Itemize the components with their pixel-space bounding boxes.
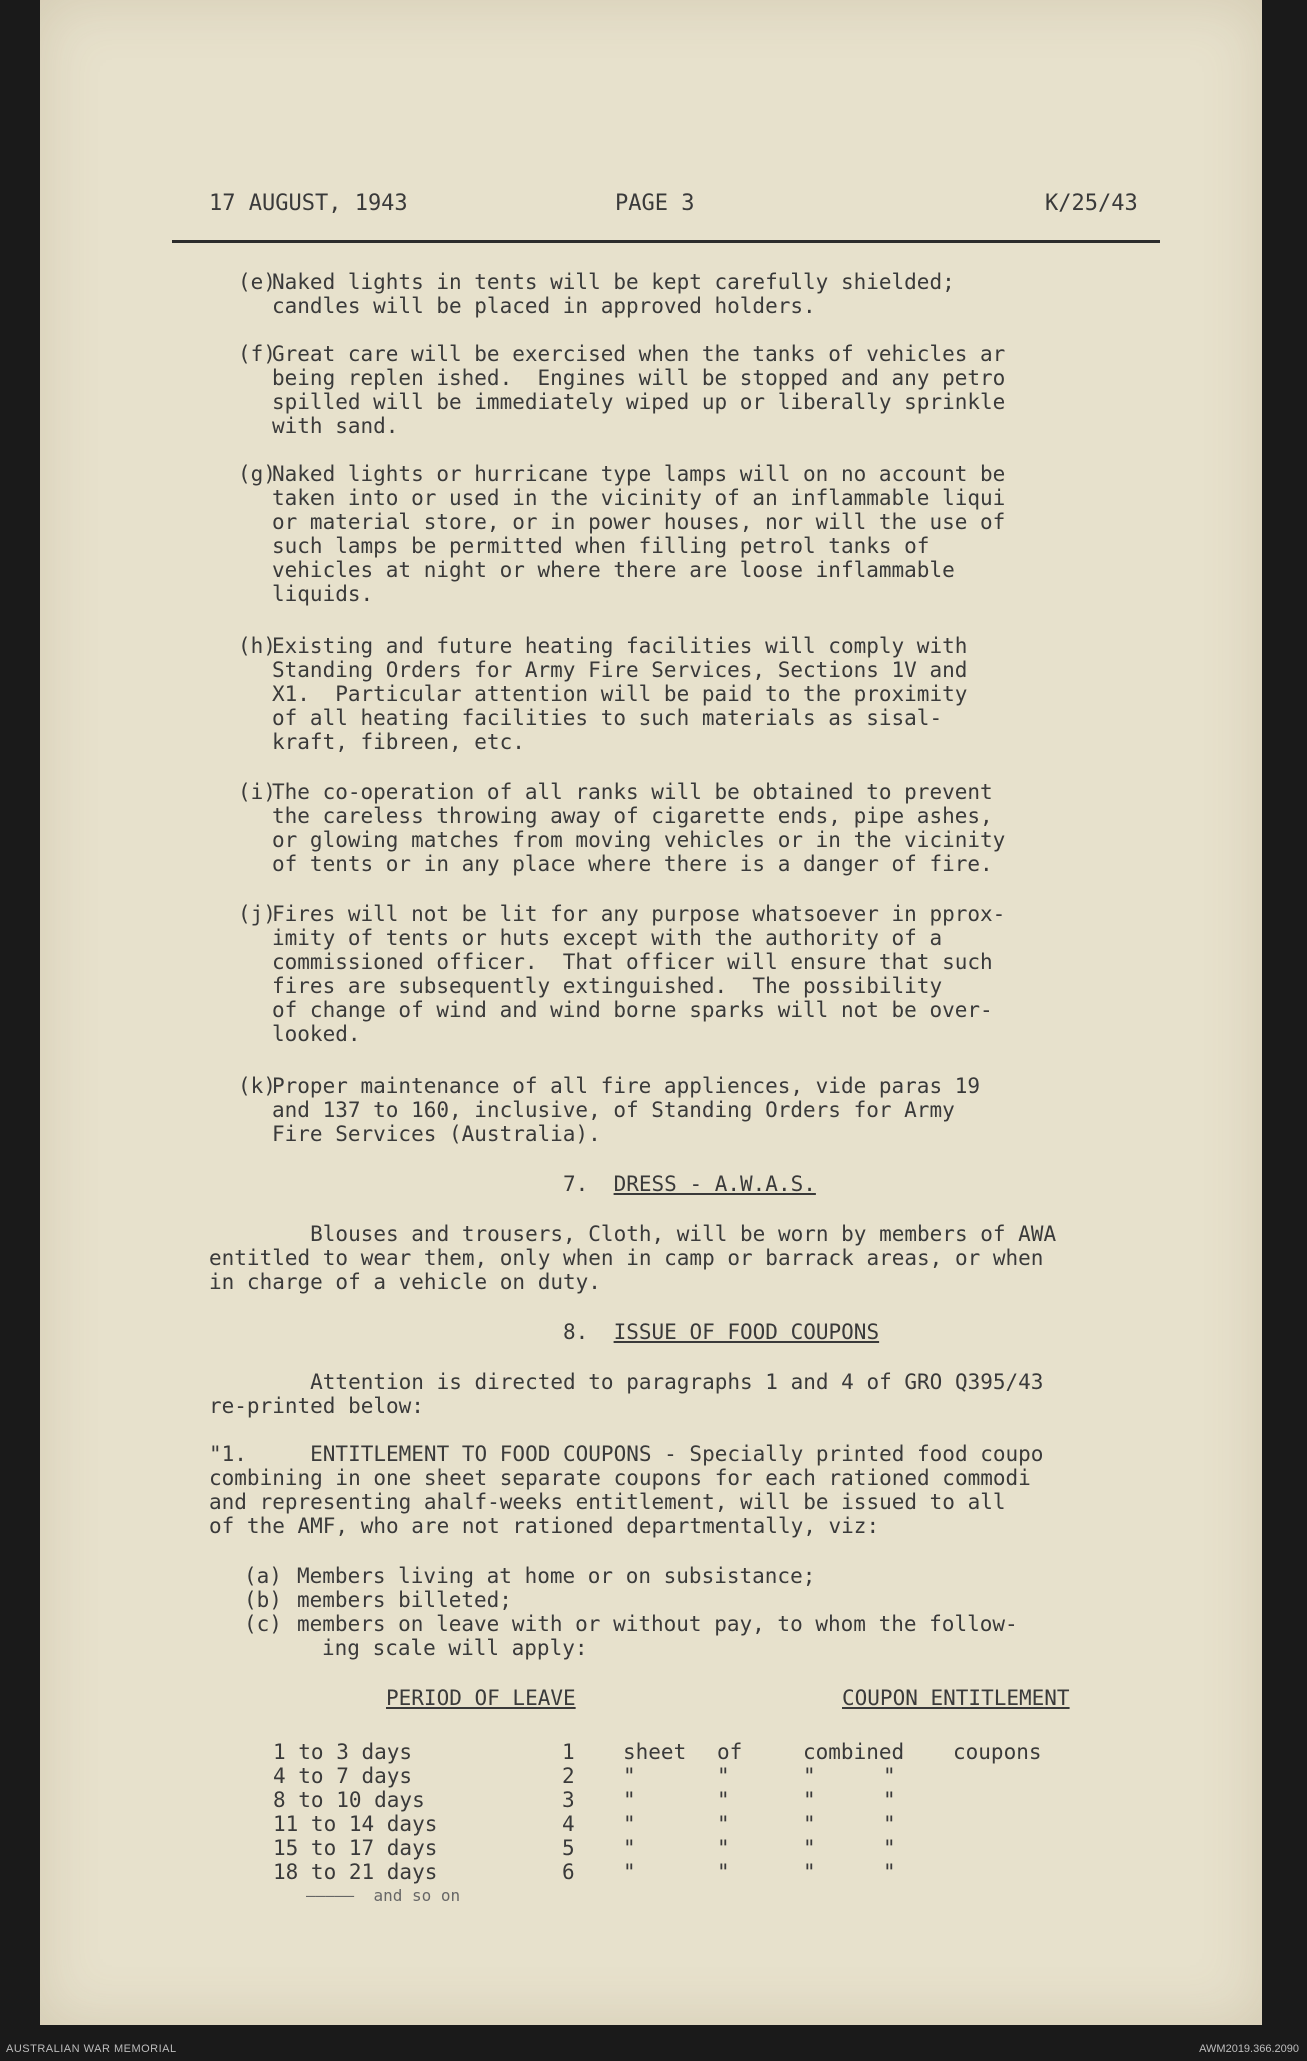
para-label: (k) xyxy=(238,1074,276,1098)
section-title: ISSUE OF FOOD COUPONS xyxy=(613,1320,880,1344)
sub-label: (a) xyxy=(244,1564,282,1588)
section-number: 8. xyxy=(563,1320,589,1344)
para-line: Existing and future heating facilities will comply with xyxy=(272,634,968,658)
table-header-coupon: COUPON ENTITLEMENT xyxy=(842,1686,1070,1710)
table-cell: " xyxy=(883,1836,896,1860)
para-line: of tents or in any place where there is a danger of fire. xyxy=(272,852,993,876)
table-cell: 5 xyxy=(562,1836,575,1860)
para-line: commissioned officer. That officer will ensure that such xyxy=(272,950,993,974)
table-cell: " xyxy=(623,1812,636,1836)
section-7-body xyxy=(209,1222,1056,1294)
table-cell: " xyxy=(623,1860,636,1884)
table-cell: " xyxy=(883,1812,896,1836)
para-line: liquids. xyxy=(272,582,374,606)
table-cell: " xyxy=(803,1788,816,1812)
table-cell: " xyxy=(717,1812,730,1836)
table-cell: " xyxy=(883,1860,896,1884)
sub-text: Members living at home or on subsistance; xyxy=(297,1564,816,1588)
para-k xyxy=(272,1074,1172,1146)
archive-id: AWM2019.366.2090 xyxy=(1199,2043,1299,2055)
para-label: (i) xyxy=(238,780,276,804)
para-f xyxy=(272,342,1172,438)
section-title: DRESS - A.W.A.S. xyxy=(613,1172,816,1196)
para-line: of change of wind and wind borne sparks will not be over- xyxy=(272,998,993,1022)
para-line: candles will be placed in approved holders. xyxy=(272,294,816,318)
archive-name: AUSTRALIAN WAR MEMORIAL xyxy=(6,2043,177,2055)
body-line: Attention is directed to paragraphs 1 and 4 of GRO Q395/43 xyxy=(209,1370,1044,1394)
para-line: kraft, fibreen, etc. xyxy=(272,730,525,754)
para-line: being replen ished. Engines will be stopped and any petro xyxy=(272,366,1006,390)
body-line: in charge of a vehicle on duty. xyxy=(209,1270,601,1294)
section-number: 7. xyxy=(563,1172,589,1196)
section-8-heading xyxy=(563,1320,879,1344)
table-cell: " xyxy=(803,1812,816,1836)
table-cell: coupons xyxy=(953,1740,1042,1764)
body-line: entitled to wear them, only when in camp or barrack areas, or when xyxy=(209,1246,1044,1270)
table-cell: " xyxy=(717,1836,730,1860)
para-line: fires are subsequently extinguished. The possibility xyxy=(272,974,943,998)
table-trailer: ————— and so on xyxy=(306,1886,461,1905)
para-line: Standing Orders for Army Fire Services, Sections 1V and xyxy=(272,658,968,682)
quote-line: and representing ahalf-weeks entitlement, will be issued to all xyxy=(209,1490,1006,1514)
para-line: or material store, or in power houses, nor will the use of xyxy=(272,510,1006,534)
archive-footer xyxy=(0,2037,1307,2061)
body-line: Blouses and trousers, Cloth, will be worn by members of AWA xyxy=(209,1222,1057,1246)
table-cell: 3 xyxy=(562,1788,575,1812)
sub-text: members on leave with or without pay, to whom the follow- xyxy=(297,1612,1018,1636)
table-cell: " xyxy=(883,1764,896,1788)
table-cell: sheet xyxy=(623,1740,687,1764)
para-line: Proper maintenance of all fire appliences, vide paras 19 xyxy=(272,1074,981,1098)
para-line: of all heating facilities to such materials as sisal- xyxy=(272,706,943,730)
para-j xyxy=(272,902,1172,1046)
table-cell: 15 to 17 days xyxy=(273,1836,438,1860)
para-label: (g) xyxy=(238,462,276,486)
para-line: such lamps be permitted when filling petrol tanks of xyxy=(272,534,930,558)
para-line: or glowing matches from moving vehicles or in the vicinity xyxy=(272,828,1006,852)
para-line: Naked lights or hurricane type lamps will on no account be xyxy=(272,462,1006,486)
header-rule xyxy=(172,240,1160,243)
table-cell: 4 to 7 days xyxy=(273,1764,413,1788)
body-line: re-printed below: xyxy=(209,1394,424,1418)
table-cell: of xyxy=(717,1740,743,1764)
table-cell: combined xyxy=(803,1740,905,1764)
header-page: PAGE 3 xyxy=(615,191,695,216)
para-line: Fire Services (Australia). xyxy=(272,1122,601,1146)
para-line: with sand. xyxy=(272,414,399,438)
para-e xyxy=(272,270,1172,318)
para-line: Great care will be exercised when the tanks of vehicles ar xyxy=(272,342,1006,366)
para-label: (h) xyxy=(238,634,276,658)
table-header-period: PERIOD OF LEAVE xyxy=(386,1686,576,1710)
sub-text: ing scale will apply: xyxy=(322,1636,588,1660)
para-h xyxy=(272,634,1172,754)
para-label: (e) xyxy=(238,270,276,294)
para-line: and 137 to 160, inclusive, of Standing Orders for Army xyxy=(272,1098,955,1122)
para-line: vehicles at night or where there are loose inflammable xyxy=(272,558,955,582)
section-8-body xyxy=(209,1370,1043,1418)
table-cell: " xyxy=(803,1836,816,1860)
sub-label: (b) xyxy=(244,1588,282,1612)
header-ref: K/25/43 xyxy=(1045,191,1138,216)
table-cell: " xyxy=(883,1788,896,1812)
table-cell: " xyxy=(623,1788,636,1812)
para-line: The co-operation of all ranks will be obtained to prevent xyxy=(272,780,993,804)
table-cell: 6 xyxy=(562,1860,575,1884)
header-date: 17 AUGUST, 1943 xyxy=(209,191,408,216)
para-label: (j) xyxy=(238,902,276,926)
table-cell: 11 to 14 days xyxy=(273,1812,438,1836)
para-line: Fires will not be lit for any purpose whatsoever in pprox- xyxy=(272,902,1006,926)
sub-text: members billeted; xyxy=(297,1588,512,1612)
para-line: imity of tents or huts except with the authority of a xyxy=(272,926,943,950)
section-7-heading xyxy=(563,1172,816,1196)
table-cell: " xyxy=(803,1860,816,1884)
para-i xyxy=(272,780,1172,876)
table-cell: " xyxy=(717,1764,730,1788)
table-cell: 1 to 3 days xyxy=(273,1740,413,1764)
table-cell: 8 to 10 days xyxy=(273,1788,425,1812)
table-cell: 4 xyxy=(562,1812,575,1836)
table-cell: " xyxy=(717,1860,730,1884)
quote-line: combining in one sheet separate coupons for each rationed commodi xyxy=(209,1466,1031,1490)
quote-block xyxy=(209,1442,1043,1538)
para-line: X1. Particular attention will be paid to the proximity xyxy=(272,682,968,706)
table-cell: " xyxy=(623,1764,636,1788)
table-cell: " xyxy=(623,1836,636,1860)
quote-line: "1. ENTITLEMENT TO FOOD COUPONS - Specially printed food coupo xyxy=(209,1442,1044,1466)
trailer-text: and so on xyxy=(373,1886,461,1905)
sub-label: (c) xyxy=(244,1612,282,1636)
table-cell: 1 xyxy=(562,1740,575,1764)
table-cell: " xyxy=(717,1788,730,1812)
para-line: spilled will be immediately wiped up or liberally sprinkle xyxy=(272,390,1006,414)
para-line: taken into or used in the vicinity of an inflammable liqui xyxy=(272,486,1006,510)
para-label: (f) xyxy=(238,342,276,366)
para-line: looked. xyxy=(272,1022,361,1046)
table-cell: 2 xyxy=(562,1764,575,1788)
table-cell: 18 to 21 days xyxy=(273,1860,438,1884)
para-line: Naked lights in tents will be kept carefully shielded; xyxy=(272,270,955,294)
para-line: the careless throwing away of cigarette ends, pipe ashes, xyxy=(272,804,993,828)
table-cell: " xyxy=(803,1764,816,1788)
para-g xyxy=(272,462,1172,606)
quote-line: of the AMF, who are not rationed departmentally, viz: xyxy=(209,1514,880,1538)
